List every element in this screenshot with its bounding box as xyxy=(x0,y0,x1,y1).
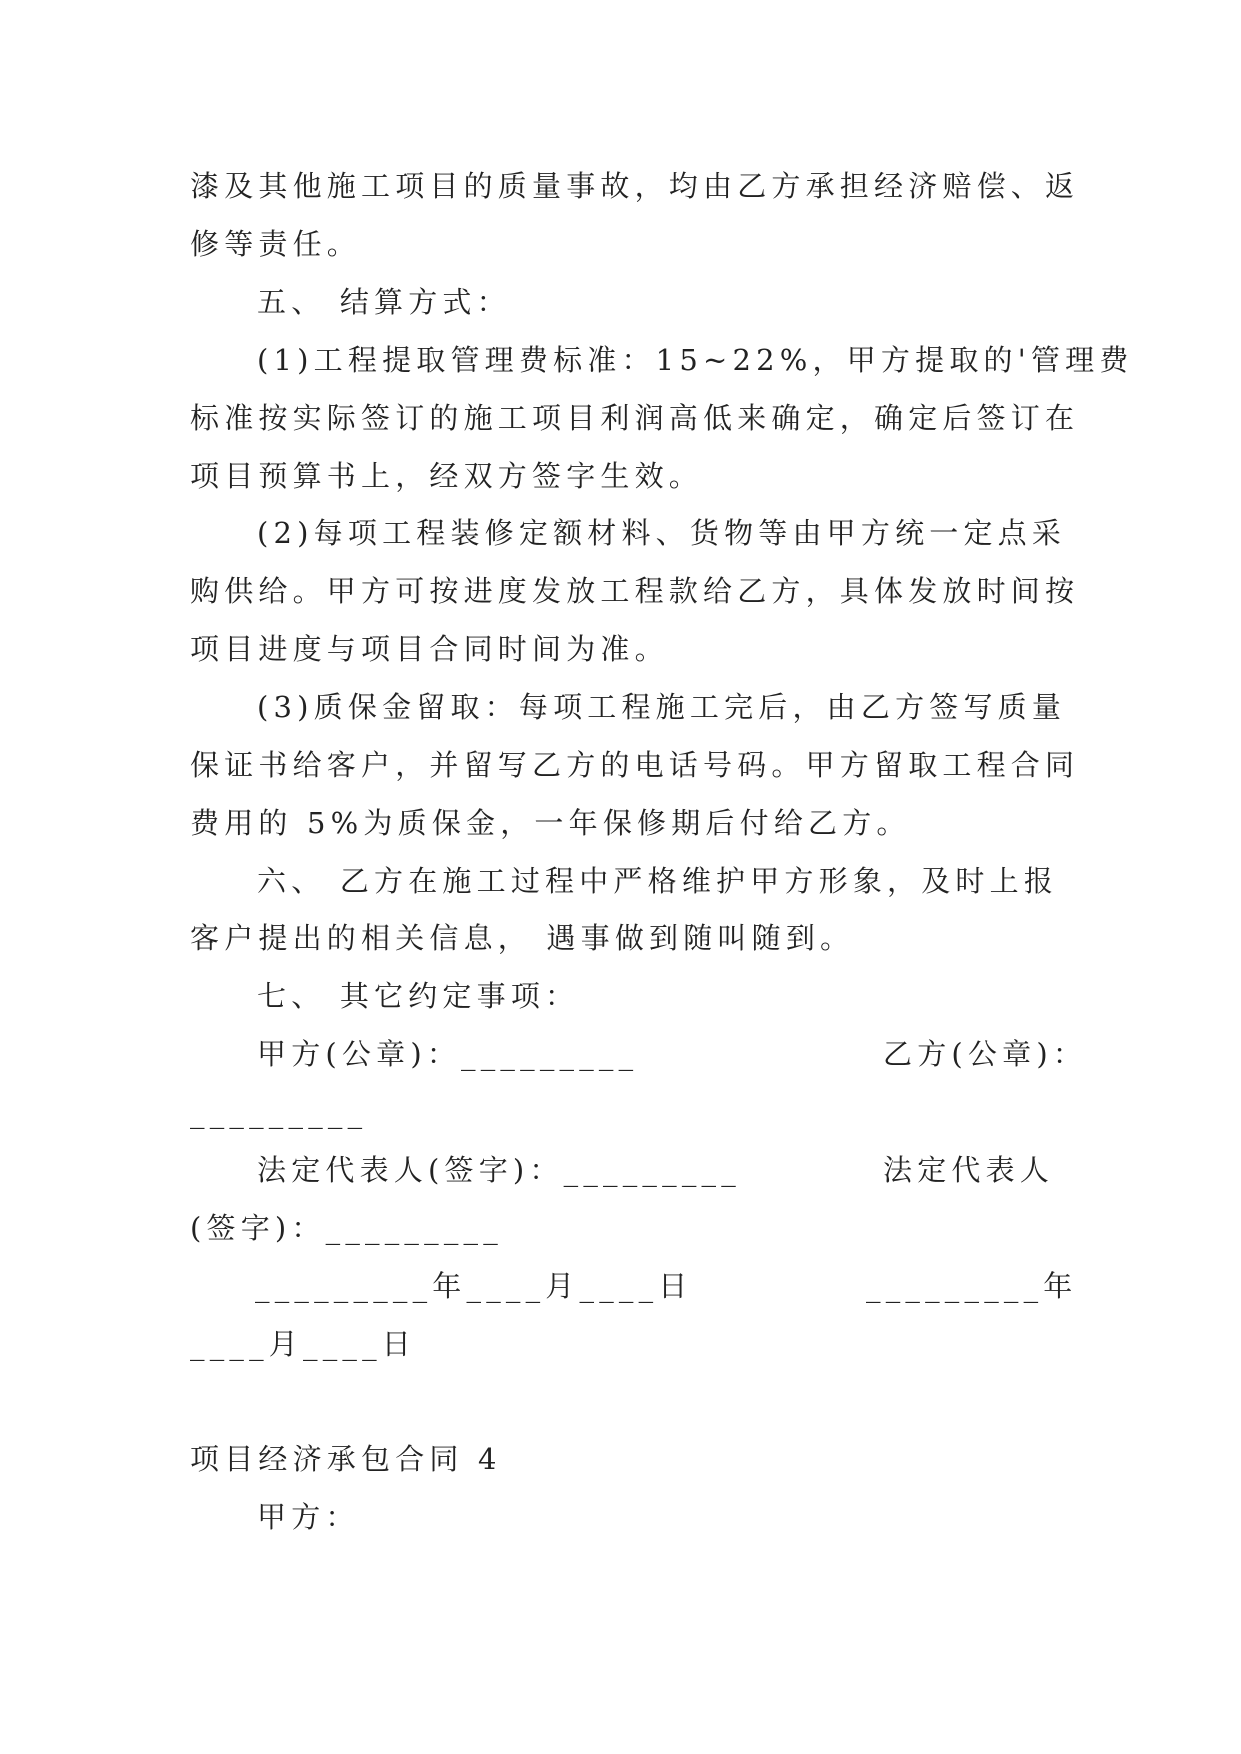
paragraph-line: (1)工程提取管理费标准：15~22%，甲方提取的'管理费 xyxy=(257,343,1134,377)
party-b-seal-label: 乙方(公章)： xyxy=(883,1037,1088,1071)
paragraph-line: 客户提出的相关信息， 遇事做到随叫随到。 xyxy=(190,921,855,955)
paragraph-line: 费用的 5%为质保金，一年保修期后付给乙方。 xyxy=(190,806,911,840)
paragraph-line: 项目进度与项目合同时间为准。 xyxy=(190,632,669,666)
paragraph-line: 六、 乙方在施工过程中严格维护甲方形象，及时上报 xyxy=(257,864,1059,898)
party-b-representative-label: 法定代表人 xyxy=(883,1153,1055,1187)
contract-title: 项目经济承包合同 4 xyxy=(190,1442,502,1476)
paragraph-line: (3)质保金留取：每项工程施工完后，由乙方签写质量 xyxy=(257,690,1067,724)
party-b-seal-blank: _________ xyxy=(190,1095,368,1129)
section-heading: 五、 结算方式： xyxy=(257,285,511,319)
paragraph-line: 修等责任。 xyxy=(190,227,362,261)
party-b-date-month-day: ____月____日 xyxy=(190,1327,417,1361)
party-b-date-year: _________年 xyxy=(866,1269,1078,1303)
paragraph-line: 标准按实际签订的施工项目利润高低来确定，确定后签订在 xyxy=(190,401,1080,435)
paragraph-line: 保证书给客户，并留写乙方的电话号码。甲方留取工程合同 xyxy=(190,748,1080,782)
paragraph-line: 漆及其他施工项目的质量事故，均由乙方承担经济赔偿、返 xyxy=(190,169,1080,203)
paragraph-line: 购供给。甲方可按进度发放工程款给乙方，具体发放时间按 xyxy=(190,574,1080,608)
party-a-seal-field: 甲方(公章)：_________ xyxy=(257,1037,639,1071)
party-a-representative-field: 法定代表人(签字)：_________ xyxy=(257,1153,741,1187)
paragraph-line: (2)每项工程装修定额材料、货物等由甲方统一定点采 xyxy=(257,516,1067,550)
party-a-label: 甲方： xyxy=(257,1500,360,1534)
section-heading: 七、 其它约定事项： xyxy=(257,979,580,1013)
paragraph-line: 项目预算书上，经双方签字生效。 xyxy=(190,459,704,493)
party-b-representative-blank: (签字)：_________ xyxy=(190,1211,503,1245)
party-a-date-field: _________年____月____日 xyxy=(255,1269,693,1303)
